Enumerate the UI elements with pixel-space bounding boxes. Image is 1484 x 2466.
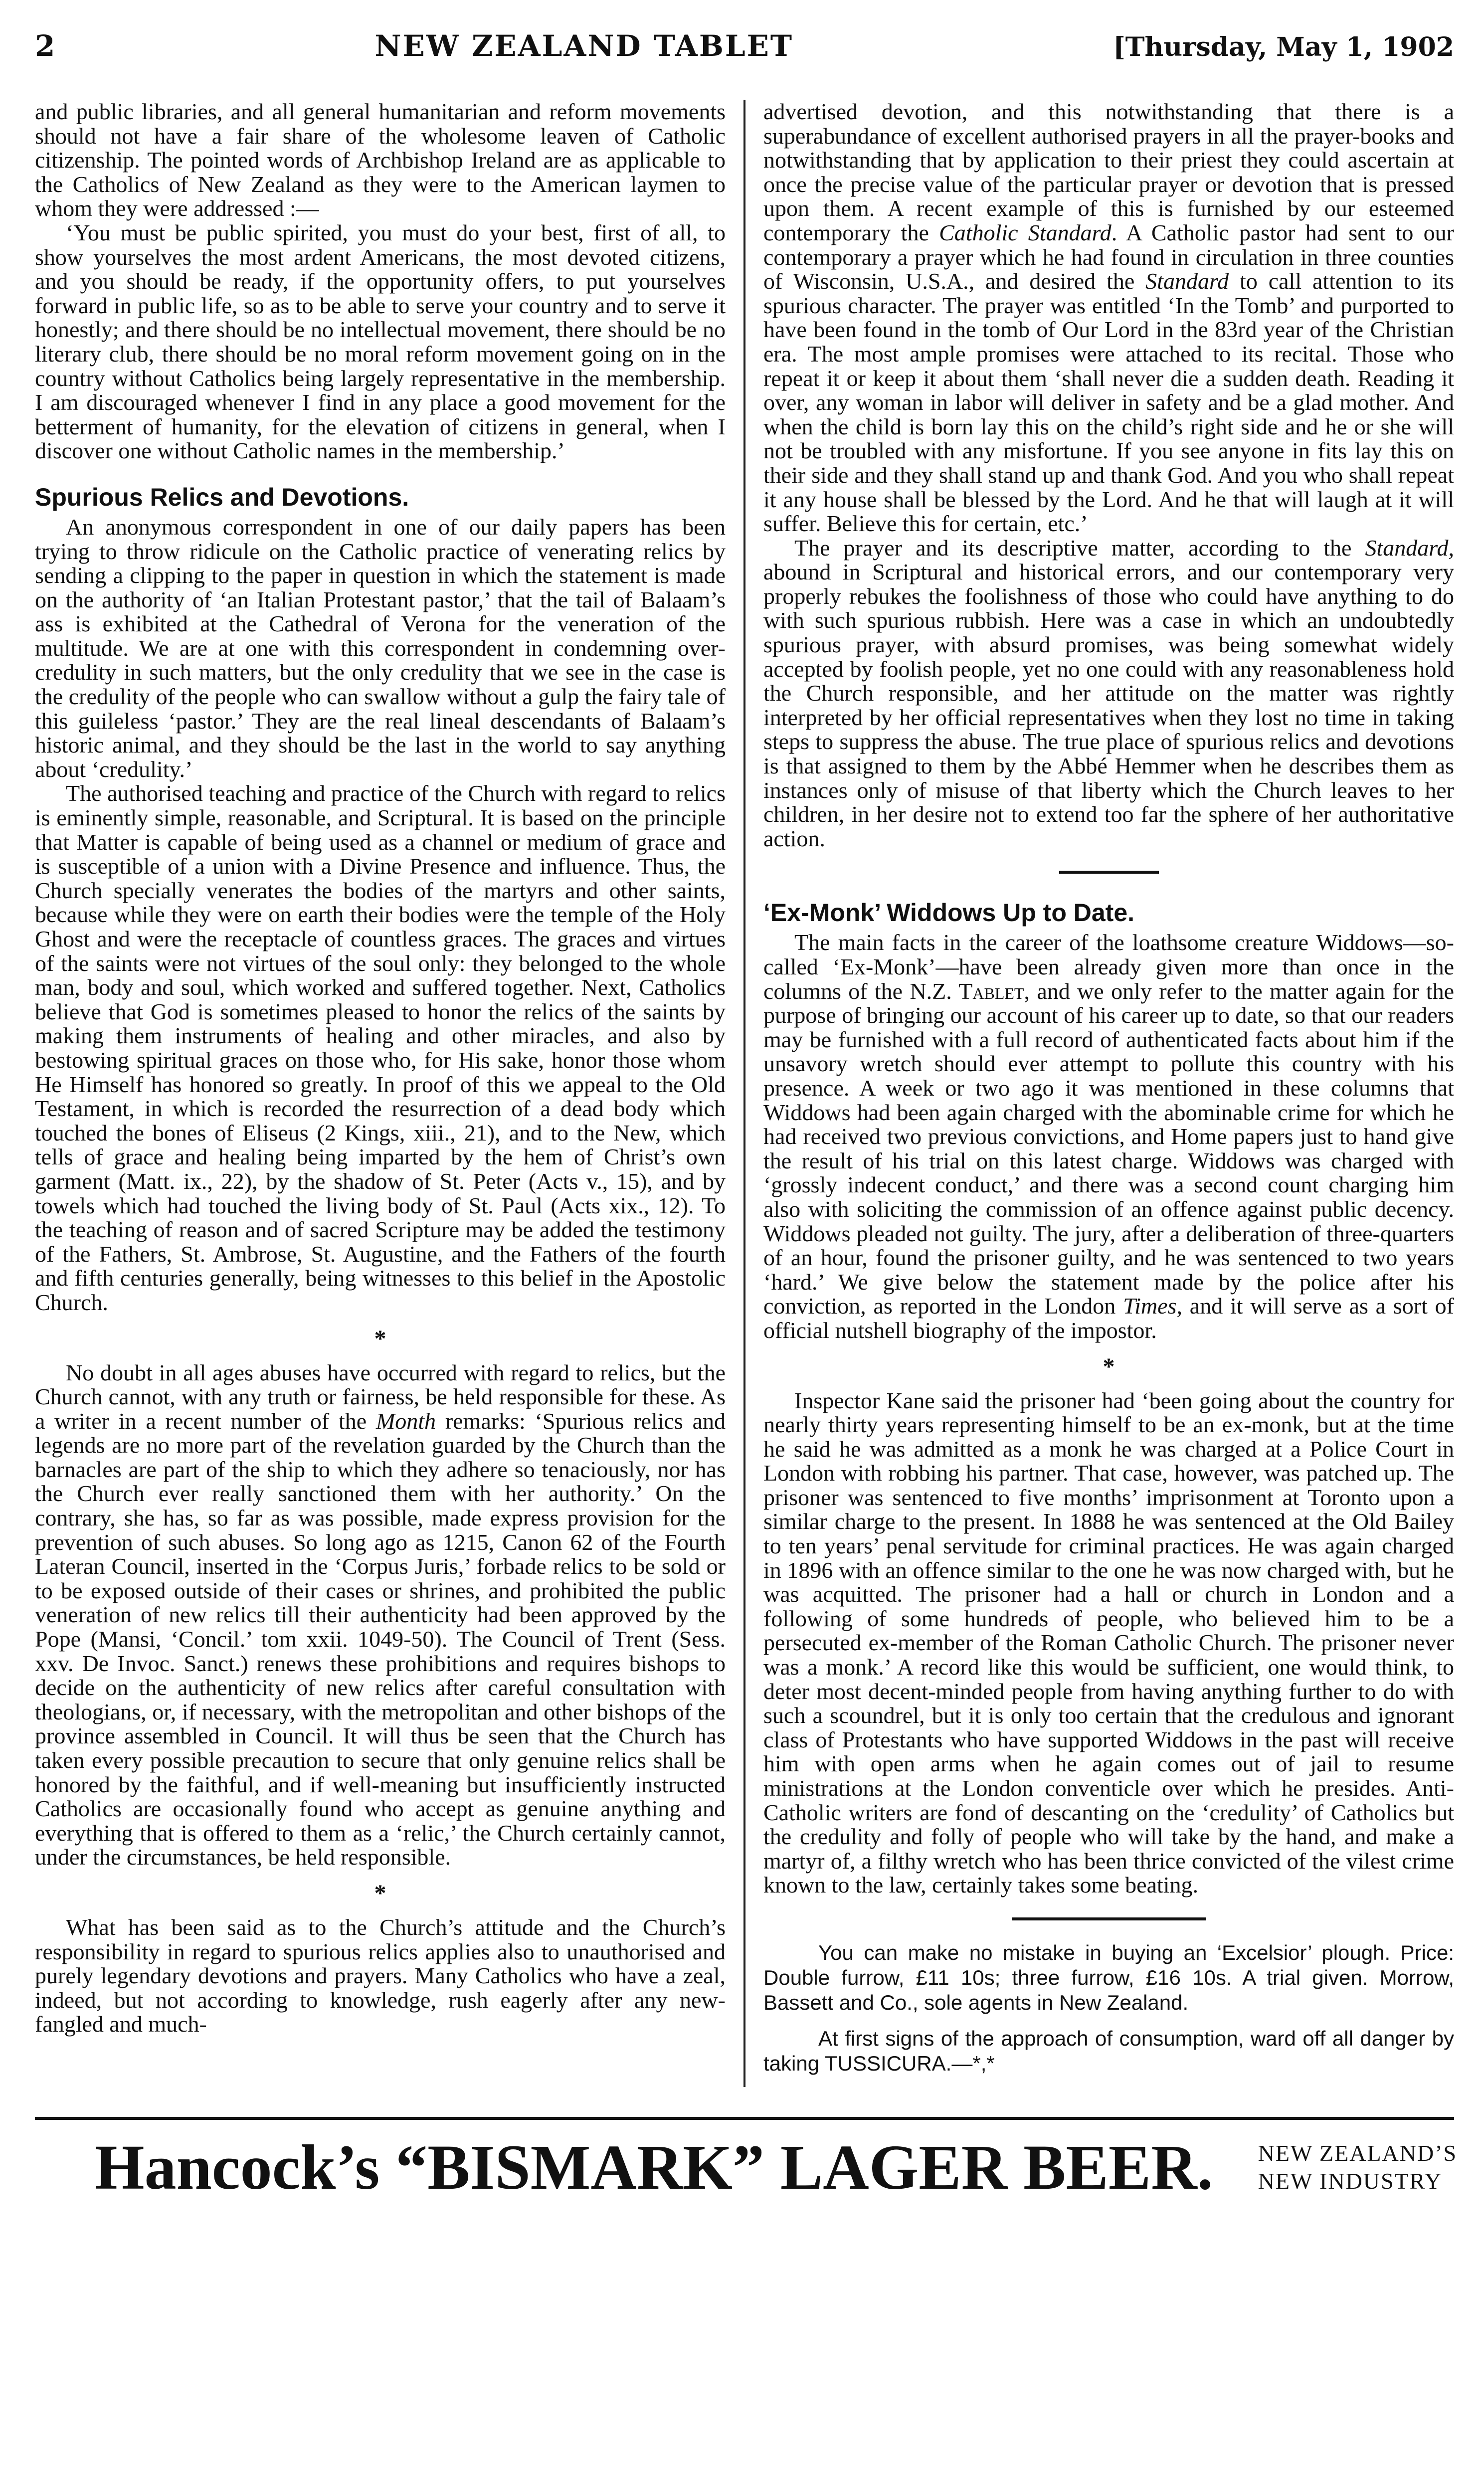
publication-title: Standard [1145,268,1229,294]
right-column [763,100,1454,2087]
page-number: 2 [35,29,55,63]
ad-bismark-tagline [1258,2139,1457,2195]
left-column [35,100,726,2087]
text: , and we only refer to the matter again for the purpose of bringing our account of his career up to date, so that our readers may be furnished with a full record of authenticated facts about him if the unsavory wretch should ever attempt to pollute this country with his presence. A week or two ago it was mentioned in these columns that Widdows had been again charged with the abominable crime for which he had received two previous convictions, and Home papers just to hand give the result of his trial on this latest charge. Widdows was charged with ‘grossly indecent conduct,’ and there was a second count charging him also with soliciting the commission of an offence against public decency. Widdows pleaded not guilty. The jury, after a deliberation of three-quarters of an hour, found the prisoner guilty, and he was sentenced to two years ‘hard.’ We give below the statement made by the police after his conviction, as reported in the London [763,978,1454,1319]
article-devotions-continued [763,100,1454,851]
article-spurious-relics [35,515,726,1315]
issue-date: [Thursday, May 1, 1902 [1113,32,1454,62]
paragraph: Inspector Kane said the prisoner had ‘been going about the country for nearly thirty years representing himself to be an ex-monk, but at the time he said he was admitted as a monk he was charged at a Police Court in London with robbing his partner. That case, however, was patched up. The prisoner was sentenced to five months’ imprisonment at Toronto upon a similar charge to the present. In 1888 he was sentenced at the Old Bailey to ten years’ penal servitude for criminal practices. He was again charged in 1896 with an offence similar to the one he was now charged with, but he was acquitted. The prisoner had a hall or church in London and a following of some hundreds of people, who believed him to be a persecuted ex-member of the Roman Catholic Church. The prisoner never was a monk.’ A record like this would be sufficient, one would think, to deter most decent-minded people from having anything further to do with such a scoundrel, but it is only too certain that the credulous and ignorant class of Protestants who have supported Widdows in the past will receive him with open arms when he again comes out of jail to resume ministrations at the London conventicle over which he presides. Anti-Catholic writers are fond of descanting on the ‘credulity’ of Catholics but the credulity and folly of people who will take by the hand, and make a martyr of, a filthy wretch who has been thrice convicted of the vilest crime known to the law, certainly takes some beating. [763,1387,1454,1898]
headline-ex-monk-widdows: ‘Ex-Monk’ Widdows Up to Date. [763,899,1135,927]
publication-title: Standard, [1365,535,1454,561]
section-rule [1012,1917,1206,1920]
paragraph [763,100,1454,536]
article-intro [35,100,726,463]
tagline-line: NEW INDUSTRY [1258,2168,1443,2194]
footer-advert [35,2120,1458,2205]
publication-title: Catholic Standard [939,219,1112,245]
paragraph [763,536,1454,851]
text: The main facts in the career of the loathsome creature Widdows—so-called ‘Ex-Monk’—have been already given more than once in the columns of the [763,930,1454,1004]
publication-title: Month [375,1408,436,1434]
ad-excelsior-plough: You can make no mistake in buying an ‘Excelsior’ plough. Price: Double furrow, £11 10s; three furrow, £16 10s. A trial given. Morrow, Bassett and Co., sole agents in New Zealand. [763,1940,1454,2014]
article-police-statement [763,1389,1454,1897]
columns [35,100,1454,2087]
tagline-line: NEW ZEALAND’S [1258,2140,1458,2166]
paragraph [35,1361,726,1870]
page-header [35,30,1454,85]
section-rule [1059,871,1159,874]
text: . A Catholic pastor had sent to our contemporary a prayer which he had found in circulation in three counties of Wisconsin, U.S.A., and desired the [763,219,1454,294]
advertisements [763,1940,1454,2087]
section-asterisk: * [374,1880,386,1906]
ad-tussicura: At first signs of the approach of consumption, ward off all danger by taking TUSSICURA.—*,* [763,2026,1454,2075]
masthead-title: NEW ZEALAND TABLET [374,29,794,63]
text: advertised devotion, and this notwithstanding that there is a superabundance of excellent authorised prayers in all the prayer-books and notwithstanding that by application to their priest they could ascertain at once the precise value of the particular prayer or devotion that is pressed upon them. A recent example of this is furnished by our esteemed contemporary the [763,99,1454,245]
text: No doubt in all ages abuses have occurred with regard to relics, but the Church cannot, with any truth or fairness, be held responsible for these. As a writer in a recent number of the [35,1359,726,1434]
text: , and it will serve as a sort of official nutshell biography of the impostor. [763,1293,1454,1343]
text: remarks: ‘Spurious relics and legends are no more part of the revelation guarded by the Church than the barnacles are part of the ship to which they adhere so tenaciously, nor has the Church ever really sanctioned them with her authority.’ On the contrary, she has, so far as was possible, made express provision for the prevention of such abuses. So long ago as 1215, Canon 62 of the Fourth Lateran Council, inserted in the ‘Corpus Juris,’ forbade relics to be sold or to be exposed outside of their cases or shrines, and prohibited the public veneration of new relics till their authenticity had been approved by the Pope (Mansi, ‘Concil.’ tom xxii. 1049-50). The Council of Trent (Sess. xxv. De Invoc. Sanct.) renews these prohibitions and requires bishops to decide on the authenticity of new relics after careful consultation with theologians, or, if necessary, with the metropolitan and other bishops of the province assembled in Council. It will thus be seen that the Church has taken every possible precaution to secure that only genuine relics shall be honored by the faithful, and if well-meaning but insufficiently instructed Catholics are occasionally found who accept as genuine anything and everything that is offered to them as a ‘relic,’ the Church certainly cannot, under the circumstances, be held responsible. [35,1408,726,1870]
publication-title: N.Z. Tablet [910,978,1024,1004]
paragraph: What has been said as to the Church’s attitude and the Church’s responsibility in regard to spurious relics applies also to unauthorised and purely legendary devotions and prayers. Many Catholics who have a zeal, indeed, but not according to knowledge, rush eagerly after any new-fangled and much- [35,1914,726,2037]
text: The prayer and its descriptive matter, according to the [794,535,1365,561]
paragraph [763,931,1454,1342]
publication-title: Times [1123,1293,1177,1319]
paragraph: The authorised teaching and practice of the Church with regard to relics is eminently simple, reasonable, and Scriptural. It is based on the principle that Matter is capable of being used as a channel or medium of grace and is susceptible of a union with a Divine Presence and influence. Thus, the Church specially venerates the bodies of the martyrs and other saints, because while they were on earth their bodies were the temple of the Holy Ghost and were the receptacle of countless graces. The graces and virtues of the saints were not virtues of the soul only: they belonged to the whole man, body and soul, which worked and suffered together. Next, Catholics believe that God is sometimes pleased to honor the relics of the saints by making them instruments of healing and other miracles, and also by bestowing spiritual graces on those who, for His sake, honor those whom He Himself has honored so greatly. In proof of this we appeal to the Old Testament, in which is recorded the resurrection of a dead body which touched the bones of Eliseus (2 Kings, xiii., 21), and to the New, which tells of grace and healing being imparted by the hem of Christ’s own garment (Matt. ix., 22), by the shadow of St. Peter (Acts v., 15), and by towels which had touched the living body of St. Paul (Acts xix., 12). To the teaching of reason and of sacred Scripture may be added the testimony of the Fathers, St. Ambrose, St. Augustine, and the Fathers of the fourth and fifth centuries generally, being witnesses to this belief in the Apostolic Church. [35,780,726,1315]
article-ex-monk [763,931,1454,1342]
quotation: ‘You must be public spirited, you must do your best, first of all, to show yourselves the most ardent Americans, the most devoted citizens, and you should be ready, if the opportunity offers, to put yourselves forward in public life, so as to be able to serve your country and to serve it honestly; and there should be no intellectual movement, there should be no literary club, there should be no moral reform movement going on in the country without Catholics being largely representative in the membership. I am discouraged whenever I find in any place a good movement for the betterment of humanity, for the elevation of citizens in general, when I discover one without Catholic names in the membership.’ [35,219,726,464]
section-asterisk: * [1103,1353,1115,1380]
article-abuses [35,1361,726,1870]
text: abound in Scriptural and historical errors, and our contemporary very properly rebukes the foolishness of those who could have anything to do with such spurious rubbish. Here was a case in which an undoubtedly spurious prayer, with absurd promises, was being somewhat widely accepted by foolish people, yet no one could with any reasonableness hold the Church responsible, and her attitude on the matter was rightly interpreted by her official representatives when they lost no time in taking steps to suppress the abuse. The true place of spurious relics and devotions is that assigned to them by the Abbé Hemmer when he describes them as instances only of misuse of that liberty which the Church leaves to her children, in her desire not to extend too far the sphere of her authoritative action. [763,559,1454,851]
article-devotions [35,1915,726,2037]
paragraph: An anonymous correspondent in one of our daily papers has been trying to throw ridicule on the Catholic practice of venerating relics by sending a clipping to the paper in question in which the statement is made on the authority of ‘an Italian Protestant pastor,’ that the tail of Balaam’s ass is exhibited at the Cathedral of Verona for the veneration of the multitude. We are at one with this correspondent in condemning over-credulity in such matters, but the only credulity that we see in the case is the credulity of the people who can swallow without a gulp the fairy tale of this guileless ‘pastor.’ They are the real lineal descendants of Balaam’s historic animal, and they should be the last in the world to say anything about ‘credulity.’ [35,514,726,782]
text: to call attention to its spurious character. The prayer was entitled ‘In the Tomb’ and purported to have been found in the tomb of Our Lord in the 83rd year of the Christian era. The most ample promises were attached to its recital. Those who repeat it or keep it about them ‘shall never die a sudden death. Reading it over, any woman in labor will deliver in safety and be a glad mother. And when the child is born lay this on the child’s right side and he or she will not be troubled with any misfortune. If you see anyone in fits lay this on their side and they shall stand up and thank God. And you who shall repeat it any house shall be blessed by the Lord. And he that will laugh at it will suffer. Believe this for certain, etc.’ [763,268,1454,537]
paragraph: and public libraries, and all general humanitarian and reform movements should not have a fair share of the wholesome leaven of Catholic citizenship. The pointed words of Archbishop Ireland are as applicable to the Catholics of New Zealand as they were to the American laymen to whom they were addressed :— [35,99,726,221]
column-divider [743,100,745,2087]
headline-spurious-relics: Spurious Relics and Devotions. [35,483,409,511]
ad-bismark-lager-beer: Hancock’s “BISMARK” LAGER BEER. [95,2131,1213,2203]
section-asterisk: * [374,1325,386,1352]
